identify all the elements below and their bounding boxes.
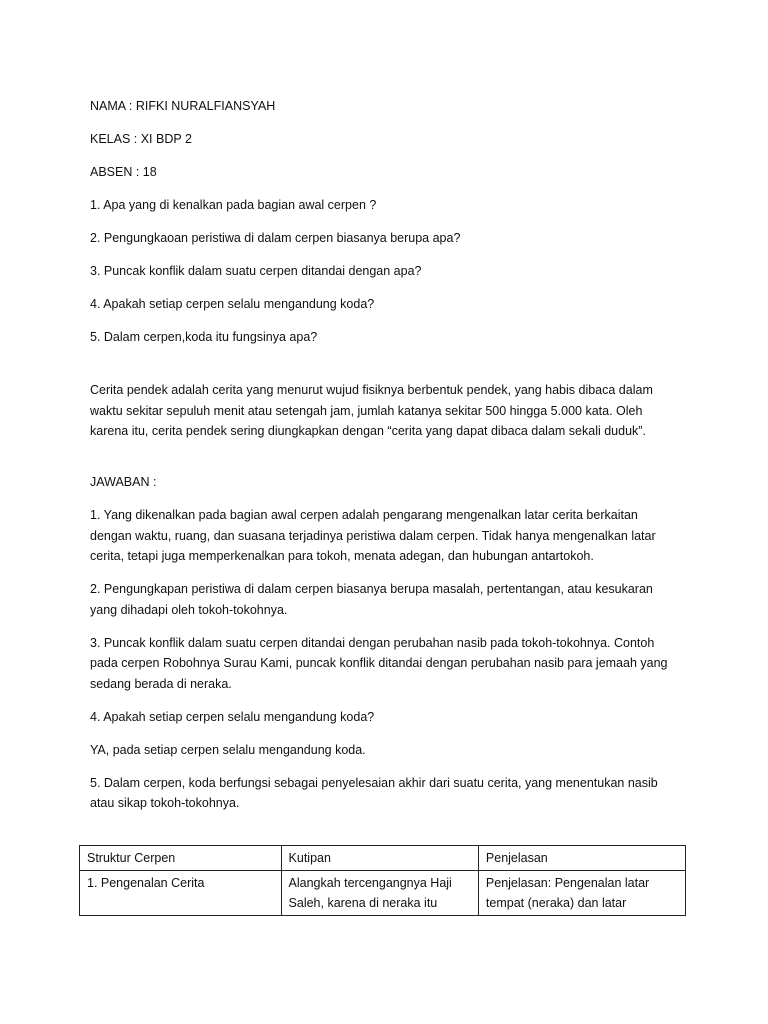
- answers-heading: JAWABAN :: [90, 475, 157, 489]
- document-page: [90, 96, 690, 826]
- answer-line: 2. Pengungkapan peristiwa di dalam cerpen biasanya berupa masalah, pertentangan, atau kesukaran: [90, 582, 653, 596]
- table-cell-structure: 1. Pengenalan Cerita: [80, 870, 282, 915]
- answer-line: atau sikap tokoh-tokohnya.: [90, 796, 240, 810]
- intro-paragraph: [90, 380, 690, 442]
- answer-line: cerita, tetapi juga memperkenalkan para tokoh, menata adegan, dan hubungan antartokoh.: [90, 549, 594, 563]
- answer-line: yang dihadapi oleh tokoh-tokohnya.: [90, 602, 288, 617]
- answer-line: 5. Dalam cerpen, koda berfungsi sebagai penyelesaian akhir dari suatu cerita, yang menentukan nasib: [90, 775, 658, 790]
- question-3: 3. Puncak konflik dalam suatu cerpen ditandai dengan apa?: [90, 264, 422, 278]
- table-header-cell: Penjelasan: [478, 846, 685, 871]
- answer-4: YA, pada setiap cerpen selalu mengandung koda.: [90, 742, 366, 757]
- table-header-cell: Struktur Cerpen: [80, 846, 282, 871]
- intro-line: karena itu, cerita pendek sering diungkapkan dengan “cerita yang dapat dibaca dalam sekali duduk”.: [90, 424, 646, 438]
- table-row: [80, 870, 686, 915]
- student-name: NAMA : RIFKI NURALFIANSYAH: [90, 99, 276, 113]
- table-cell-quote: Alangkah tercengangnya Haji Saleh, karena di neraka itu: [281, 870, 478, 915]
- table-header-row: [80, 846, 686, 871]
- answer-line: dengan waktu, ruang, dan suasana terjadinya peristiwa dalam cerpen. Tidak hanya mengenalkan latar: [90, 528, 656, 543]
- question-4: 4. Apakah setiap cerpen selalu mengandung koda?: [90, 297, 375, 311]
- table-header-cell: Kutipan: [281, 846, 478, 871]
- intro-line: waktu sekitar sepuluh menit atau setengah jam, jumlah katanya sekitar 500 hingga 5.000 kata. Oleh: [90, 403, 643, 418]
- student-class: KELAS : XI BDP 2: [90, 132, 192, 146]
- answer-line: 3. Puncak konflik dalam suatu cerpen ditandai dengan perubahan nasib pada tokoh-tokohnya. Contoh: [90, 635, 655, 650]
- intro-line: Cerita pendek adalah cerita yang menurut wujud fisiknya berbentuk pendek, yang habis dibaca dalam: [90, 383, 653, 397]
- story-structure-table: [79, 845, 686, 916]
- answer-line: sedang berada di neraka.: [90, 676, 232, 691]
- answer-line: 1. Yang dikenalkan pada bagian awal cerpen adalah pengarang mengenalkan latar cerita berkaitan: [90, 508, 638, 522]
- student-absen: ABSEN : 18: [90, 165, 157, 179]
- answer-3: [90, 633, 690, 695]
- answer-2: [90, 579, 690, 620]
- answer-1: [90, 505, 690, 567]
- question-1: 1. Apa yang di kenalkan pada bagian awal cerpen ?: [90, 198, 377, 212]
- question-2: 2. Pengungkaoan peristiwa di dalam cerpen biasanya berupa apa?: [90, 231, 461, 245]
- table-cell-explanation: Penjelasan: Pengenalan latar tempat (neraka) dan latar: [478, 870, 685, 915]
- answer-5: [90, 773, 690, 814]
- question-5: 5. Dalam cerpen,koda itu fungsinya apa?: [90, 330, 318, 344]
- answer-line: pada cerpen Robohnya Surau Kami, puncak konflik ditandai dengan perubahan nasib para jemaah yang: [90, 656, 668, 670]
- answer-4-question: 4. Apakah setiap cerpen selalu mengandung koda?: [90, 709, 375, 724]
